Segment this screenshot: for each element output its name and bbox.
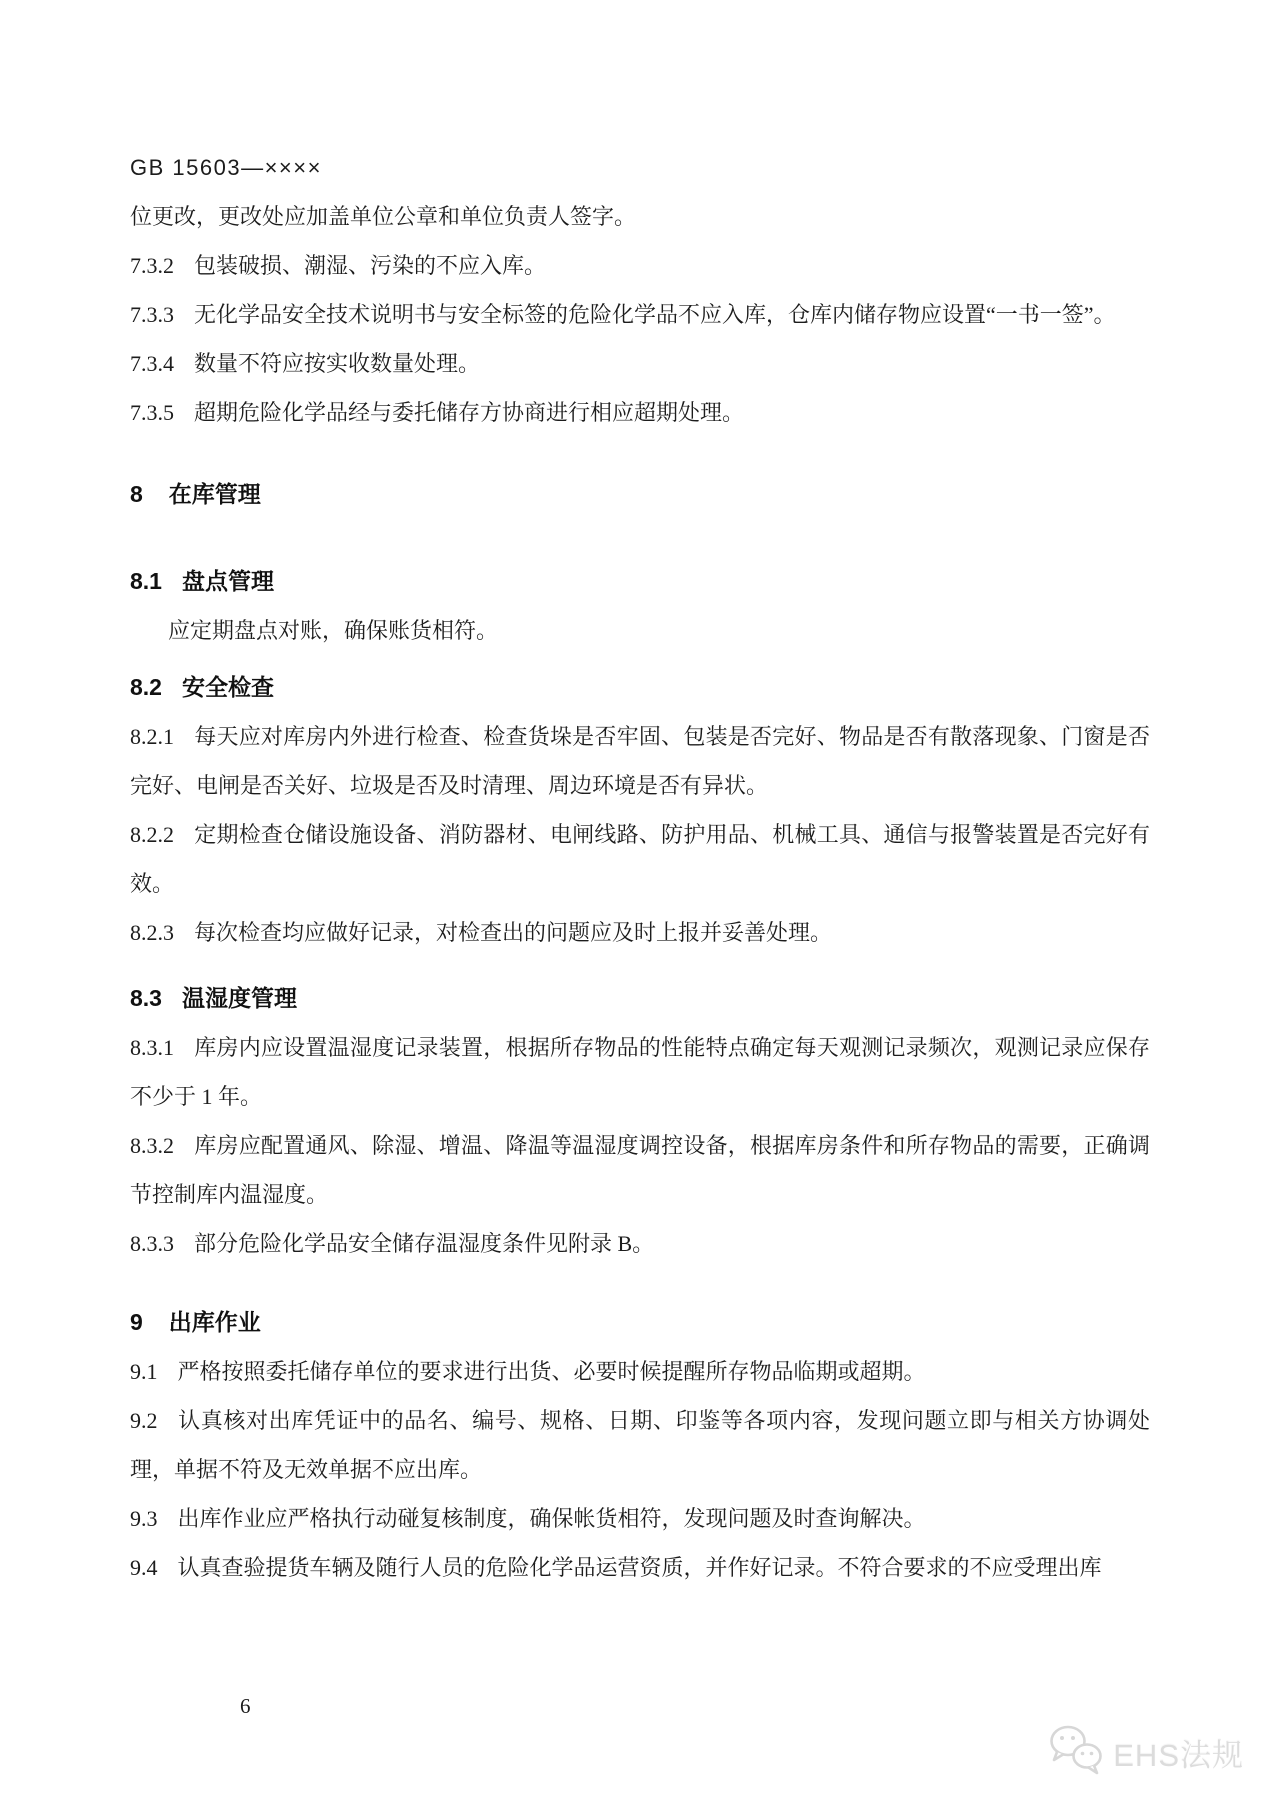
section-9-heading xyxy=(130,1298,1150,1347)
section-number: 8.1 xyxy=(130,568,162,594)
clause-text: 每天应对库房内外进行检查、检查货垛是否牢固、包装是否完好、物品是否有散落现象、门窗是否完好、电闸是否关好、垃圾是否及时清理、周边环境是否有异状。 xyxy=(130,724,1150,798)
clause-number: 7.3.2 xyxy=(130,253,174,278)
clause-text: 无化学品安全技术说明书与安全标签的危险化学品不应入库，仓库内储存物应设置“一书一签”。 xyxy=(194,302,1116,327)
clause-number: 8.3.3 xyxy=(130,1231,174,1256)
clause-number: 7.3.3 xyxy=(130,302,174,327)
clause-number: 8.2.1 xyxy=(130,724,174,749)
watermark-text: EHS法规 xyxy=(1113,1738,1244,1773)
watermark xyxy=(1047,1722,1244,1783)
doc-code-header: GB 15603—×××× xyxy=(130,155,322,180)
clause-9-3 xyxy=(130,1494,1150,1543)
section-title: 出库作业 xyxy=(168,1309,261,1335)
clause-number: 9.1 xyxy=(130,1359,158,1384)
clause-8-2-3 xyxy=(130,908,1150,957)
section-8-3-heading xyxy=(130,974,1150,1023)
clause-number: 8.3.2 xyxy=(130,1133,174,1158)
clause-text: 每次检查均应做好记录，对检查出的问题应及时上报并妥善处理。 xyxy=(194,920,833,945)
section-8-2-heading xyxy=(130,663,1150,712)
section-number: 9 xyxy=(130,1309,143,1335)
clause-7-3-3 xyxy=(130,290,1150,339)
clause-text: 包装破损、潮湿、污染的不应入库。 xyxy=(194,253,547,278)
clause-8-2-2 xyxy=(130,810,1150,908)
clause-text: 库房内应设置温湿度记录装置，根据所存物品的性能特点确定每天观测记录频次，观测记录应保存不少于 1 年。 xyxy=(130,1035,1150,1109)
page-number: 6 xyxy=(240,1694,251,1718)
clause-9-2 xyxy=(130,1396,1150,1494)
section-number: 8 xyxy=(130,481,143,507)
clause-number: 9.3 xyxy=(130,1506,158,1531)
clause-8-3-3 xyxy=(130,1219,1150,1268)
clause-text: 出库作业应严格执行动碰复核制度，确保帐货相符，发现问题及时查询解决。 xyxy=(177,1506,926,1531)
clause-8-3-1 xyxy=(130,1023,1150,1121)
section-8-heading xyxy=(130,470,1150,519)
clause-8-3-2 xyxy=(130,1121,1150,1219)
clause-text: 严格按照委托储存单位的要求进行出货、必要时候提醒所存物品临期或超期。 xyxy=(177,1359,926,1384)
clause-number: 8.2.2 xyxy=(130,822,174,847)
clause-number: 7.3.4 xyxy=(130,351,174,376)
clause-text: 认真核对出库凭证中的品名、编号、规格、日期、印鉴等各项内容，发现问题立即与相关方协调处理，单据不符及无效单据不应出库。 xyxy=(130,1408,1150,1482)
section-8-1-heading xyxy=(130,557,1150,606)
section-number: 8.2 xyxy=(130,674,162,700)
clause-text: 认真查验提货车辆及随行人员的危险化学品运营资质，并作好记录。不符合要求的不应受理出库 xyxy=(177,1555,1102,1580)
wechat-icon xyxy=(1047,1722,1105,1783)
clause-8-2-1 xyxy=(130,712,1150,810)
clause-number: 8.2.3 xyxy=(130,920,174,945)
section-number: 8.3 xyxy=(130,985,162,1011)
clause-text: 部分危险化学品安全储存温湿度条件见附录 B。 xyxy=(194,1231,655,1256)
clause-9-4 xyxy=(130,1543,1150,1592)
section-title: 安全检查 xyxy=(181,674,274,700)
clause-number: 8.3.1 xyxy=(130,1035,174,1060)
clause-text: 数量不符应按实收数量处理。 xyxy=(194,351,481,376)
clause-9-1 xyxy=(130,1347,1150,1396)
clause-number: 9.4 xyxy=(130,1555,158,1580)
paragraph-continuation: 位更改，更改处应加盖单位公章和单位负责人签字。 xyxy=(130,204,637,229)
clause-number: 7.3.5 xyxy=(130,400,174,425)
clause-text: 超期危险化学品经与委托储存方协商进行相应超期处理。 xyxy=(194,400,745,425)
section-title: 盘点管理 xyxy=(181,568,274,594)
paragraph-8-1: 应定期盘点对账，确保账货相符。 xyxy=(168,618,499,643)
clause-number: 9.2 xyxy=(130,1408,158,1433)
section-title: 在库管理 xyxy=(168,481,261,507)
clause-text: 定期检查仓储设施设备、消防器材、电闸线路、防护用品、机械工具、通信与报警装置是否完好有效。 xyxy=(130,822,1150,896)
clause-7-3-4 xyxy=(130,339,1150,388)
section-title: 温湿度管理 xyxy=(181,985,297,1011)
clause-7-3-2 xyxy=(130,241,1150,290)
clause-7-3-5 xyxy=(130,388,1150,437)
clause-text: 库房应配置通风、除湿、增温、降温等温湿度调控设备，根据库房条件和所存物品的需要，正确调节控制库内温湿度。 xyxy=(130,1133,1150,1207)
